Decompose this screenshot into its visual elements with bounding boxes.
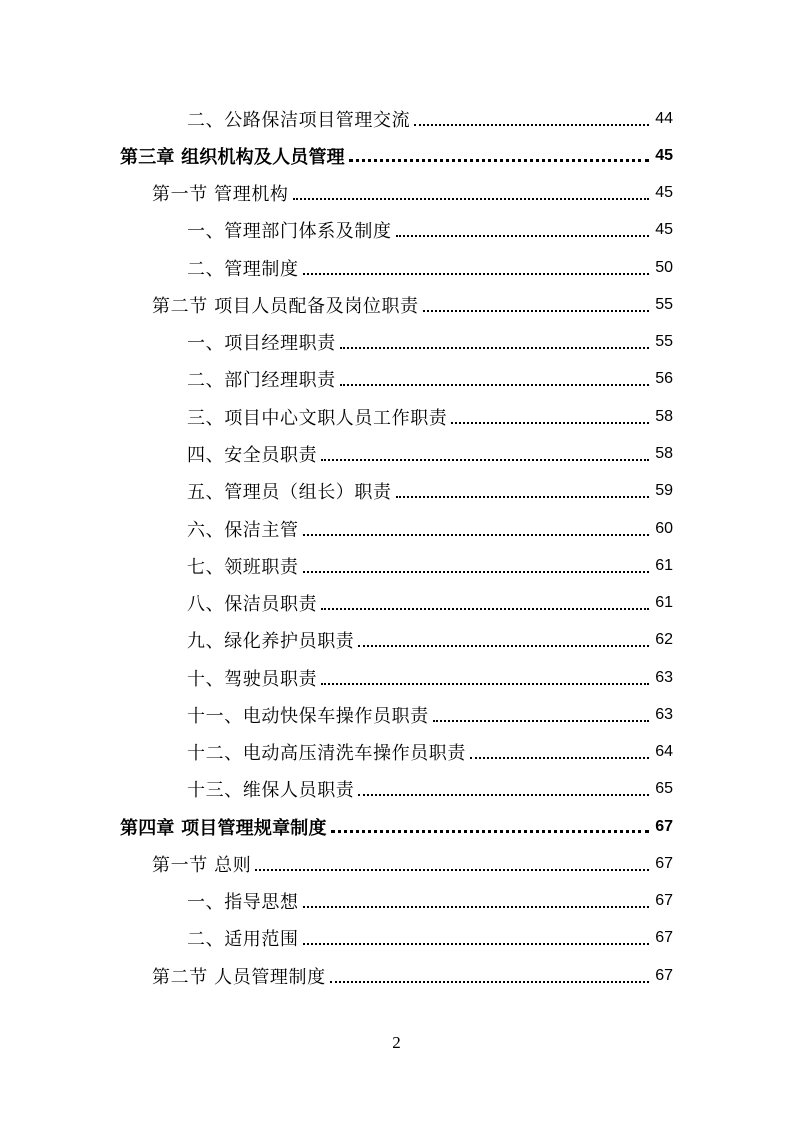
toc-entry-title: 第二节 项目人员配备及岗位职责 <box>152 295 419 317</box>
toc-entry-page-number: 62 <box>655 631 673 649</box>
toc-entry-page-number: 59 <box>655 482 673 500</box>
toc-dot-leader <box>396 235 649 237</box>
toc-dot-leader <box>349 159 649 162</box>
toc-dot-leader <box>396 496 649 498</box>
toc-dot-leader <box>293 198 649 200</box>
toc-entry-page-number: 67 <box>655 854 673 872</box>
toc-entry-title: 第一节 总则 <box>152 854 252 876</box>
toc-entry-title: 第三章 组织机构及人员管理 <box>120 146 345 168</box>
toc-entry-page-number: 45 <box>655 221 673 239</box>
toc-dot-leader <box>321 459 649 461</box>
toc-entry-page-number: 67 <box>655 892 673 910</box>
toc-item-entry[interactable] <box>0 100 793 137</box>
toc-item-entry[interactable] <box>0 324 793 361</box>
toc-entry-title: 二、公路保洁项目管理交流 <box>187 109 411 131</box>
toc-dot-leader <box>331 830 649 833</box>
toc-dot-leader <box>433 720 649 722</box>
toc-dot-leader <box>451 422 649 424</box>
toc-entry-title: 第二节 人员管理制度 <box>152 966 326 988</box>
toc-section-entry[interactable] <box>0 175 793 212</box>
toc-entry-page-number: 65 <box>655 780 673 798</box>
toc-item-entry[interactable] <box>0 473 793 510</box>
toc-entry-title: 第四章 项目管理规章制度 <box>120 817 327 839</box>
toc-section-entry[interactable] <box>0 957 793 994</box>
toc-entry-page-number: 58 <box>655 407 673 425</box>
toc-entry-page-number: 58 <box>655 445 673 463</box>
toc-dot-leader <box>358 794 649 796</box>
toc-entry-page-number: 67 <box>655 817 673 835</box>
toc-item-entry[interactable] <box>0 659 793 696</box>
toc-chapter-entry[interactable] <box>0 137 793 174</box>
toc-item-entry[interactable] <box>0 696 793 733</box>
toc-entry-page-number: 50 <box>655 258 673 276</box>
toc-entry-page-number: 44 <box>655 109 673 127</box>
toc-item-entry[interactable] <box>0 920 793 957</box>
toc-entry-title: 二、管理制度 <box>187 258 299 280</box>
toc-item-entry[interactable] <box>0 734 793 771</box>
toc-item-entry[interactable] <box>0 622 793 659</box>
toc-dot-leader <box>303 571 649 573</box>
toc-dot-leader <box>358 645 649 647</box>
toc-entry-title: 六、保洁主管 <box>187 519 299 541</box>
toc-entry-title: 第一节 管理机构 <box>152 184 289 206</box>
toc-dot-leader <box>303 534 649 536</box>
toc-section-entry[interactable] <box>0 286 793 323</box>
toc-entry-title: 八、保洁员职责 <box>187 594 318 616</box>
toc-entry-page-number: 45 <box>655 184 673 202</box>
toc-entry-title: 三、项目中心文职人员工作职责 <box>187 407 448 429</box>
toc-entry-page-number: 67 <box>655 966 673 984</box>
toc-dot-leader <box>423 310 649 312</box>
toc-dot-leader <box>303 906 649 908</box>
toc-entry-page-number: 64 <box>655 743 673 761</box>
toc-dot-leader <box>303 943 649 945</box>
page-number: 2 <box>392 1033 401 1052</box>
toc-entry-page-number: 61 <box>655 594 673 612</box>
toc-entry-title: 一、管理部门体系及制度 <box>187 221 392 243</box>
toc-entry-title: 十、驾驶员职责 <box>187 668 318 690</box>
toc-dot-leader <box>330 981 649 983</box>
toc-dot-leader <box>321 608 649 610</box>
toc-dot-leader <box>470 757 649 759</box>
toc-item-entry[interactable] <box>0 398 793 435</box>
toc-entry-title: 十二、电动高压清洗车操作员职责 <box>187 743 466 765</box>
toc-item-entry[interactable] <box>0 212 793 249</box>
toc-item-entry[interactable] <box>0 249 793 286</box>
toc-dot-leader <box>255 869 649 871</box>
toc-item-entry[interactable] <box>0 883 793 920</box>
toc-entry-title: 一、项目经理职责 <box>187 333 336 355</box>
toc-item-entry[interactable] <box>0 771 793 808</box>
toc-dot-leader <box>340 347 649 349</box>
toc-entry-page-number: 56 <box>655 370 673 388</box>
toc-entry-title: 二、适用范围 <box>187 929 299 951</box>
toc-entry-title: 十一、电动快保车操作员职责 <box>187 705 429 727</box>
toc-item-entry[interactable] <box>0 361 793 398</box>
toc-chapter-entry[interactable] <box>0 808 793 845</box>
toc-section-entry[interactable] <box>0 845 793 882</box>
toc-entry-title: 十三、维保人员职责 <box>187 780 355 802</box>
toc-entry-title: 九、绿化养护员职责 <box>187 631 355 653</box>
toc-dot-leader <box>414 124 649 126</box>
toc-item-entry[interactable] <box>0 547 793 584</box>
toc-entry-page-number: 60 <box>655 519 673 537</box>
toc-entry-page-number: 55 <box>655 333 673 351</box>
table-of-contents <box>0 100 793 994</box>
toc-entry-page-number: 45 <box>655 146 673 164</box>
toc-entry-title: 五、管理员（组长）职责 <box>187 482 392 504</box>
toc-entry-page-number: 67 <box>655 929 673 947</box>
toc-entry-page-number: 55 <box>655 295 673 313</box>
toc-item-entry[interactable] <box>0 435 793 472</box>
toc-dot-leader <box>321 683 649 685</box>
toc-entry-page-number: 63 <box>655 705 673 723</box>
toc-dot-leader <box>303 273 649 275</box>
toc-item-entry[interactable] <box>0 584 793 621</box>
toc-entry-title: 四、安全员职责 <box>187 445 318 467</box>
toc-entry-title: 二、部门经理职责 <box>187 370 336 392</box>
toc-item-entry[interactable] <box>0 510 793 547</box>
toc-entry-page-number: 61 <box>655 556 673 574</box>
toc-entry-title: 七、领班职责 <box>187 556 299 578</box>
toc-entry-page-number: 63 <box>655 668 673 686</box>
toc-entry-title: 一、指导思想 <box>187 892 299 914</box>
toc-dot-leader <box>340 384 649 386</box>
